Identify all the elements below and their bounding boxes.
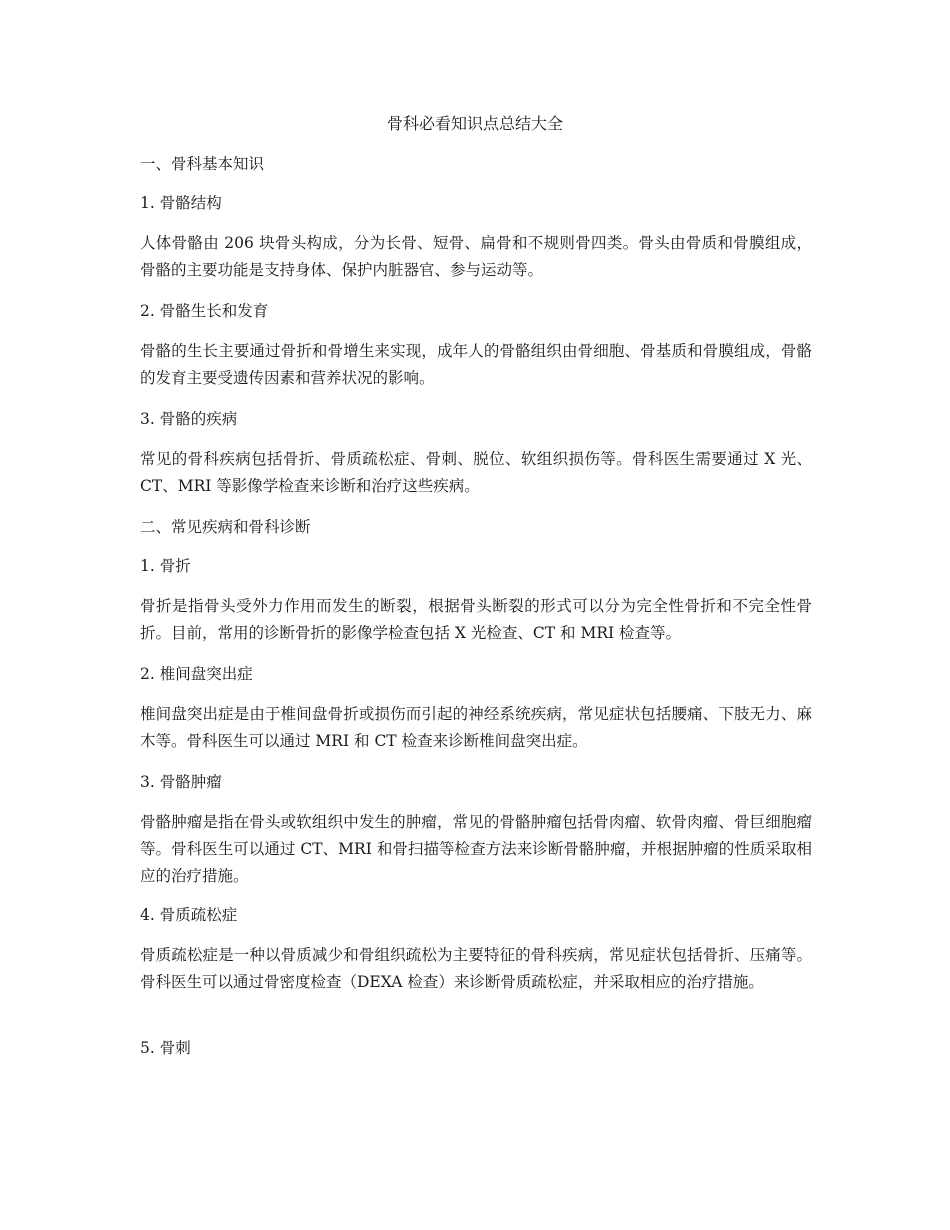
section-heading: 一、骨科基本知识 <box>140 155 265 173</box>
subsection-heading: 1. 骨折 <box>140 557 191 575</box>
document-title: 骨科必看知识点总结大全 <box>386 114 563 133</box>
paragraph: 椎间盘突出症是由于椎间盘骨折或损伤而引起的神经系统疾病，常见症状包括腰痛、下肢无力、麻木等。骨科医生可以通过 MRI 和 CT 检查来诊断椎间盘突出症。 <box>140 705 812 750</box>
paragraph: 常见的骨科疾病包括骨折、骨质疏松症、骨刺、脱位、软组织损伤等。骨科医生需要通过 X 光、CT、MRI 等影像学检查来诊断和治疗这些疾病。 <box>140 450 812 495</box>
section-heading: 二、常见疾病和骨科诊断 <box>140 518 311 536</box>
subsection-heading: 4. 骨质疏松症 <box>140 906 238 924</box>
subsection-heading: 1. 骨骼结构 <box>140 194 222 212</box>
paragraph: 骨折是指骨头受外力作用而发生的断裂，根据骨头断裂的形式可以分为完全性骨折和不完全性骨折。目前，常用的诊断骨折的影像学检查包括 X 光检查、CT 和 MRI 检查等。 <box>140 597 812 642</box>
paragraph: 骨质疏松症是一种以骨质减少和骨组织疏松为主要特征的骨科疾病，常见症状包括骨折、压痛等。骨科医生可以通过骨密度检查（DEXA 检查）来诊断骨质疏松症，并采取相应的治疗措施。 <box>140 946 812 991</box>
paragraph: 骨骼的生长主要通过骨折和骨增生来实现，成年人的骨骼组织由骨细胞、骨基质和骨膜组成，骨骼的发育主要受遗传因素和营养状况的影响。 <box>140 342 812 387</box>
subsection-heading: 2. 椎间盘突出症 <box>140 665 253 683</box>
paragraph: 人体骨骼由 206 块骨头构成，分为长骨、短骨、扁骨和不规则骨四类。骨头由骨质和骨膜组成，骨骼的主要功能是支持身体、保护内脏器官、参与运动等。 <box>140 234 812 279</box>
subsection-heading: 3. 骨骼的疾病 <box>140 410 238 428</box>
subsection-heading: 2. 骨骼生长和发育 <box>140 302 269 320</box>
subsection-heading: 3. 骨骼肿瘤 <box>140 773 222 791</box>
paragraph: 骨骼肿瘤是指在骨头或软组织中发生的肿瘤，常见的骨骼肿瘤包括骨肉瘤、软骨肉瘤、骨巨细胞瘤等。骨科医生可以通过 CT、MRI 和骨扫描等检查方法来诊断骨骼肿瘤，并根据肿瘤的性质采取相应的治疗措施。 <box>140 813 812 885</box>
subsection-heading: 5. 骨刺 <box>140 1039 191 1057</box>
